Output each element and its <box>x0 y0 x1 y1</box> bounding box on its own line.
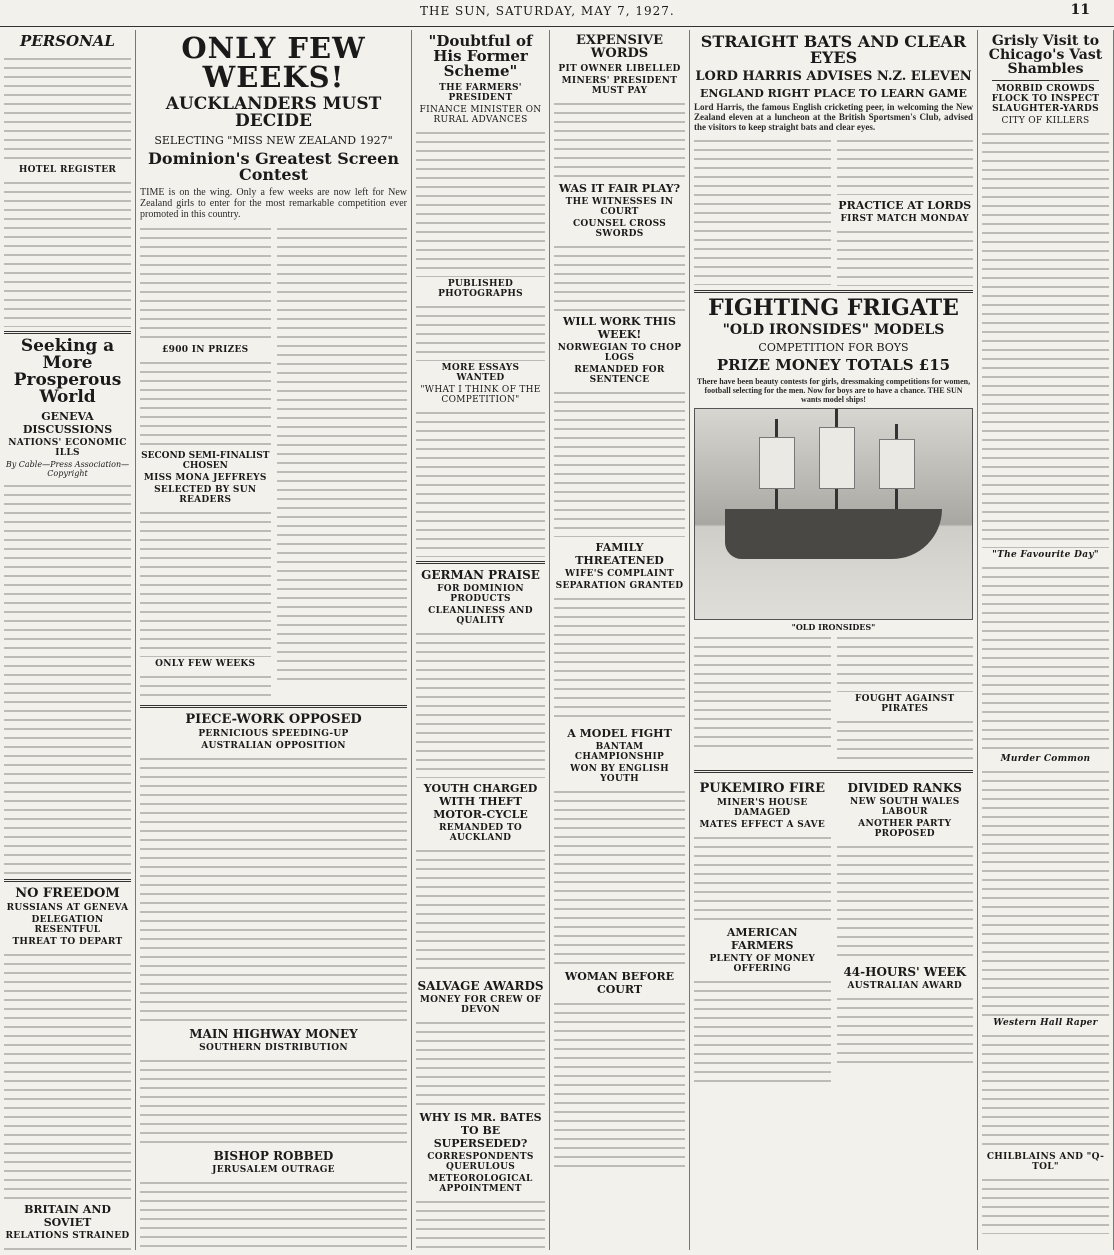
remanded-heading: REMANDED TO AUCKLAND <box>439 823 522 843</box>
divided-ranks-heading: DIVIDED RANKS <box>847 780 962 795</box>
england-heading: ENGLAND RIGHT PLACE TO LEARN GAME <box>700 87 967 100</box>
hours-week-heading: 44-HOURS' WEEK <box>843 964 967 979</box>
masthead <box>0 0 1114 27</box>
piece-work-heading: PIECE-WORK OPPOSED <box>185 712 362 727</box>
pukemiro-heading: PUKEMIRO FIRE <box>699 780 825 796</box>
britain-soviet-heading: BRITAIN AND SOVIET <box>24 1203 111 1229</box>
delegation-heading: DELEGATION RESENTFUL <box>31 915 104 935</box>
aucklanders-heading: AUCKLANDERS MUST DECIDE <box>165 94 382 131</box>
column-2 <box>136 30 412 1250</box>
will-work-heading: WILL WORK THIS WEEK! <box>563 315 676 341</box>
column-6 <box>978 30 1114 1250</box>
cleanliness-heading: CLEANLINESS AND QUALITY <box>428 606 533 626</box>
devon-heading: MONEY FOR CREW OF DEVON <box>419 995 542 1015</box>
australian-award-heading: AUSTRALIAN AWARD <box>847 980 962 991</box>
model-fight-heading: A MODEL FIGHT <box>567 727 672 740</box>
no-freedom-text <box>4 949 131 1199</box>
hotel-register-heading: HOTEL REGISTER <box>18 165 117 175</box>
norwegian-heading: NORWEGIAN TO CHOP LOGS <box>557 343 682 363</box>
personal-heading: PERSONAL <box>20 32 115 50</box>
miners-president-heading: MINERS' PRESIDENT MUST PAY <box>561 76 678 96</box>
american-farmers-heading: AMERICAN FARMERS <box>726 925 798 952</box>
selecting-heading: SELECTING "MISS NEW ZEALAND 1927" <box>154 134 393 147</box>
bates-heading: WHY IS MR. BATES TO BE SUPERSEDED? <box>419 1111 542 1150</box>
first-match-heading: FIRST MATCH MONDAY <box>840 214 970 224</box>
youth-charged-heading: YOUTH CHARGED WITH THEFT MOTOR-CYCLE <box>423 782 538 821</box>
contest-lead: TIME is on the wing. Only a few weeks are now left for New Zealand girls to enter for the most remarkable competition ever promoted in this country. <box>140 187 407 220</box>
practice-heading: PRACTICE AT LORDS <box>838 199 972 212</box>
column-5 <box>690 30 978 1250</box>
murder-common-heading: Murder Common <box>1000 754 1091 764</box>
byline: By Cable—Press Association—Copyright <box>5 460 130 478</box>
counsel-heading: COUNSEL CROSS SWORDS <box>572 219 667 239</box>
chilblains-heading: CHILBLAINS AND "Q-TOL" <box>986 1152 1105 1172</box>
woman-court-heading: WOMAN BEFORE COURT <box>564 970 675 996</box>
column-3 <box>412 30 550 1250</box>
miners-house-heading: MINER'S HOUSE DAMAGED <box>716 797 808 818</box>
sun-readers-heading: SELECTED BY SUN READERS <box>154 485 257 505</box>
geneva-text <box>4 480 131 875</box>
english-youth-heading: WON BY ENGLISH YOUTH <box>570 764 669 784</box>
old-ironsides-photo <box>694 408 973 620</box>
russians-heading: RUSSIANS AT GENEVA <box>6 903 129 913</box>
farmers-president-heading: THE FARMERS' PRESIDENT <box>439 83 522 103</box>
nations-heading: NATIONS' ECONOMIC ILLS <box>8 438 127 458</box>
prize-money-heading: PRIZE MONEY TOTALS £15 <box>716 356 951 374</box>
bishop-heading: BISHOP ROBBED <box>213 1149 334 1163</box>
western-heading: Western Hall Raper <box>993 1018 1098 1028</box>
morbid-crowds-heading: MORBID CROWDS FLOCK TO INSPECT SLAUGHTER-YARDS <box>991 84 1100 114</box>
cricket-lead: Lord Harris, the famous English cricketing peer, in welcoming the New Zealand eleven at a luncheon at the British Sportsmen's Club, advised the visitors to keep straight bats and clear eyes. <box>694 102 973 132</box>
competition-boys-heading: COMPETITION FOR BOYS <box>758 341 909 354</box>
speeding-up-heading: PERNICIOUS SPEEDING-UP <box>198 729 349 739</box>
city-of-killers-heading: CITY OF KILLERS <box>1001 116 1090 126</box>
personal-text <box>4 53 131 163</box>
fair-play-heading: WAS IT FAIR PLAY? <box>558 182 681 195</box>
lord-harris-heading: LORD HARRIS ADVISES N.Z. ELEVEN <box>695 69 972 84</box>
no-freedom-heading: NO FREEDOM <box>15 886 120 901</box>
meteorological-heading: METEOROLOGICAL APPOINTMENT <box>428 1174 533 1194</box>
nsw-labour-heading: NEW SOUTH WALES LABOUR <box>849 796 960 817</box>
finance-minister-heading: FINANCE MINISTER ON RURAL ADVANCES <box>419 105 542 125</box>
witnesses-heading: THE WITNESSES IN COURT <box>565 197 674 217</box>
german-praise-heading: GERMAN PRAISE <box>421 568 540 582</box>
masthead-title: THE SUN, SATURDAY, MAY 7, 1927. <box>420 4 675 18</box>
dominion-products-heading: FOR DOMINION PRODUCTS <box>437 584 524 604</box>
australian-opposition-heading: AUSTRALIAN OPPOSITION <box>201 741 346 751</box>
seeking-heading: Seeking a More Prosperous World <box>13 336 122 407</box>
highway-heading: MAIN HIGHWAY MONEY <box>189 1027 358 1041</box>
photographs-heading: PUBLISHED PHOTOGRAPHS <box>438 279 523 299</box>
geneva-heading: GENEVA DISCUSSIONS <box>22 410 113 436</box>
pit-owner-heading: PIT OWNER LIBELLED <box>558 64 681 74</box>
threat-heading: THREAT TO DEPART <box>12 937 123 947</box>
bantam-heading: BANTAM CHAMPIONSHIP <box>574 742 665 762</box>
querulous-heading: CORRESPONDENTS QUERULOUS <box>427 1152 534 1172</box>
prizes-heading: £900 IN PRIZES <box>162 345 249 355</box>
remanded-sentence-heading: REMANDED FOR SENTENCE <box>574 365 665 385</box>
column-4 <box>550 30 690 1250</box>
wife-complaint-heading: WIFE'S COMPLAINT <box>565 569 674 579</box>
family-heading: FAMILY THREATENED <box>575 541 664 567</box>
separation-heading: SEPARATION GRANTED <box>555 581 684 591</box>
mona-jeffreys-heading: MISS MONA JEFFREYS <box>143 473 267 483</box>
hotel-register-text <box>4 177 131 327</box>
frigate-lead: There have been beauty contests for girls, dressmaking competitions for women, football selecting for the men. Now for boys are to have a chance. THE SUN wants model ships! <box>696 377 971 405</box>
column-1 <box>0 30 136 1250</box>
mates-heading: MATES EFFECT A SAVE <box>699 819 826 830</box>
favourite-day-heading: "The Favourite Day" <box>992 550 1099 560</box>
fighting-frigate-heading: FIGHTING FRIGATE <box>708 295 959 321</box>
pirates-heading: FOUGHT AGAINST PIRATES <box>854 693 955 714</box>
photo-caption: "OLD IRONSIDES" <box>791 621 876 632</box>
old-ironsides-heading: "OLD IRONSIDES" MODELS <box>722 322 945 338</box>
jerusalem-heading: JERUSALEM OUTRAGE <box>212 1165 335 1175</box>
salvage-heading: SALVAGE AWARDS <box>417 979 544 993</box>
only-few-weeks-heading: ONLY FEW WEEKS! <box>181 31 366 94</box>
expensive-words-heading: EXPENSIVE WORDS <box>575 33 664 61</box>
screen-contest-heading: Dominion's Greatest Screen Contest <box>148 149 399 184</box>
more-essays-heading: MORE ESSAYS WANTED <box>441 363 520 383</box>
grisly-visit-heading: Grisly Visit to Chicago's Vast Shambles <box>988 33 1103 77</box>
semi-finalist-heading: SECOND SEMI-FINALIST CHOSEN <box>141 451 270 471</box>
britain-soviet-text <box>4 1243 131 1250</box>
another-party-heading: ANOTHER PARTY PROPOSED <box>858 818 952 839</box>
competition-heading: "WHAT I THINK OF THE COMPETITION" <box>420 385 541 405</box>
doubtful-heading: "Doubtful of His Former Scheme" <box>428 32 533 80</box>
southern-heading: SOUTHERN DISTRIBUTION <box>199 1043 348 1053</box>
straight-bats-heading: STRAIGHT BATS AND CLEAR EYES <box>700 32 967 67</box>
plenty-money-heading: PLENTY OF MONEY OFFERING <box>709 953 816 974</box>
few-weeks-heading: ONLY FEW WEEKS <box>155 659 256 669</box>
page-number: 11 <box>1070 2 1090 18</box>
relations-heading: RELATIONS STRAINED <box>5 1231 130 1241</box>
